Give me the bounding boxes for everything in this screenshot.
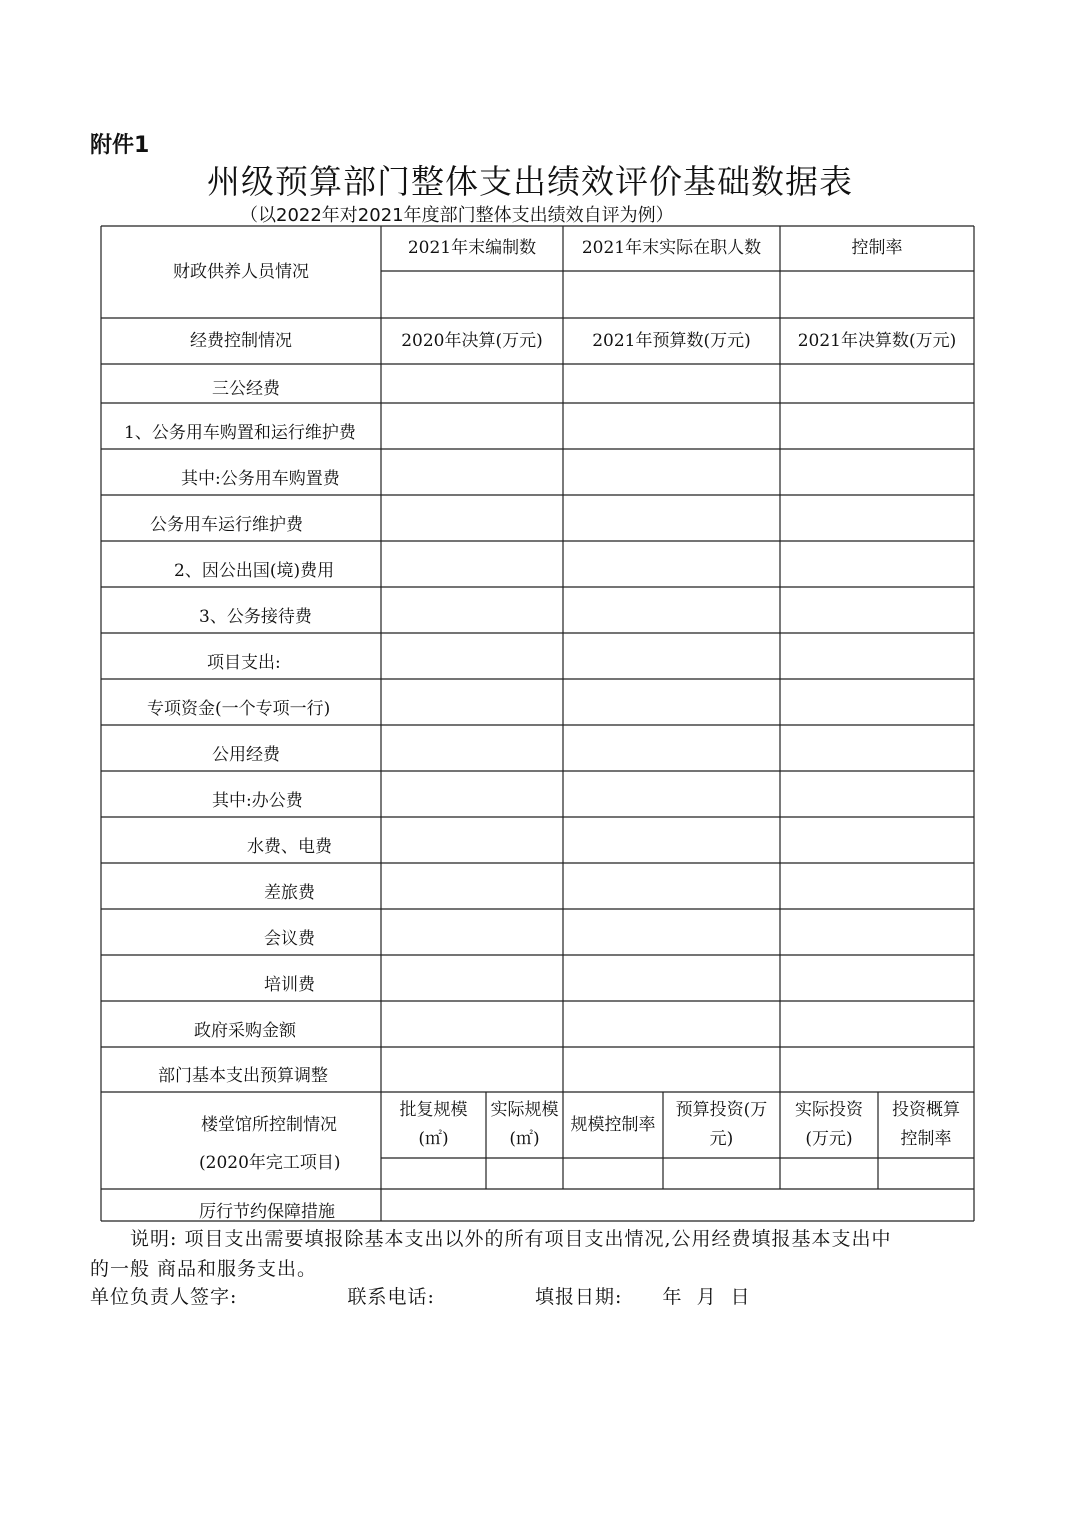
row-label: 项目支出: bbox=[207, 653, 281, 673]
row-label: 1、公务用车购置和运行维护费 bbox=[124, 423, 356, 443]
row-label: 水费、电费 bbox=[247, 837, 332, 857]
staffing-header-rate: 控制率 bbox=[851, 238, 903, 259]
signature-responsible: 单位负责人签字: bbox=[90, 1286, 238, 1308]
buildings-label-sub: (2020年完工项目) bbox=[199, 1153, 341, 1173]
buildings-header-investment-rate: 投资概算控制率 bbox=[892, 1100, 960, 1149]
row-label: 专项资金(一个专项一行) bbox=[147, 699, 331, 719]
row-label: 三公经费 bbox=[212, 379, 280, 399]
row-label: 其中:办公费 bbox=[212, 791, 303, 811]
buildings-header-approved-scale: 批复规模(㎡) bbox=[399, 1100, 468, 1149]
funding-header-2020-final: 2020年决算(万元) bbox=[401, 330, 543, 351]
note-line-2: 的一般 商品和服务支出。 bbox=[90, 1258, 318, 1280]
note-line-1: 说明: 项目支出需要填报除基本支出以外的所有项目支出情况,公用经费填报基本支出中 bbox=[130, 1228, 892, 1250]
page-title: 州级预算部门整体支出绩效评价基础数据表 bbox=[207, 162, 853, 201]
row-label: 会议费 bbox=[264, 929, 315, 949]
buildings-label: 楼堂馆所控制情况 bbox=[201, 1115, 337, 1135]
buildings-header-actual-investment: 实际投资(万元) bbox=[795, 1100, 863, 1149]
funding-header-2021-budget: 2021年预算数(万元) bbox=[592, 330, 751, 351]
signature-date-parts: 年 月 日 bbox=[662, 1286, 751, 1308]
funding-label: 经费控制情况 bbox=[190, 330, 292, 351]
signature-phone: 联系电话: bbox=[347, 1286, 435, 1308]
buildings-header-actual-scale: 实际规模(㎡) bbox=[490, 1100, 559, 1149]
row-label: 部门基本支出预算调整 bbox=[158, 1066, 328, 1086]
buildings-header-scale-rate: 规模控制率 bbox=[570, 1114, 656, 1135]
saving-measures-label: 厉行节约保障措施 bbox=[199, 1202, 335, 1222]
staffing-label: 财政供养人员情况 bbox=[173, 261, 309, 282]
attachment-label: 附件1 bbox=[90, 133, 150, 158]
row-label: 公务用车运行维护费 bbox=[150, 515, 303, 535]
signature-line bbox=[90, 1282, 751, 1309]
signature-date: 填报日期: bbox=[535, 1286, 623, 1308]
row-label: 3、公务接待费 bbox=[199, 607, 312, 627]
row-label: 政府采购金额 bbox=[194, 1021, 296, 1041]
row-label: 差旅费 bbox=[264, 883, 315, 903]
row-label: 培训费 bbox=[264, 975, 315, 995]
funding-header-2021-final: 2021年决算数(万元) bbox=[797, 330, 957, 351]
page-subtitle: （以2022年对2021年度部门整体支出绩效自评为例） bbox=[240, 205, 674, 226]
staffing-header-actual: 2021年末实际在职人数 bbox=[581, 238, 762, 259]
row-label: 其中:公务用车购置费 bbox=[181, 469, 340, 489]
buildings-header-budget-investment: 预算投资(万元) bbox=[675, 1100, 768, 1149]
row-label: 公用经费 bbox=[212, 745, 280, 765]
staffing-header-establishment: 2021年末编制数 bbox=[407, 238, 537, 259]
row-label: 2、因公出国(境)费用 bbox=[174, 561, 335, 581]
